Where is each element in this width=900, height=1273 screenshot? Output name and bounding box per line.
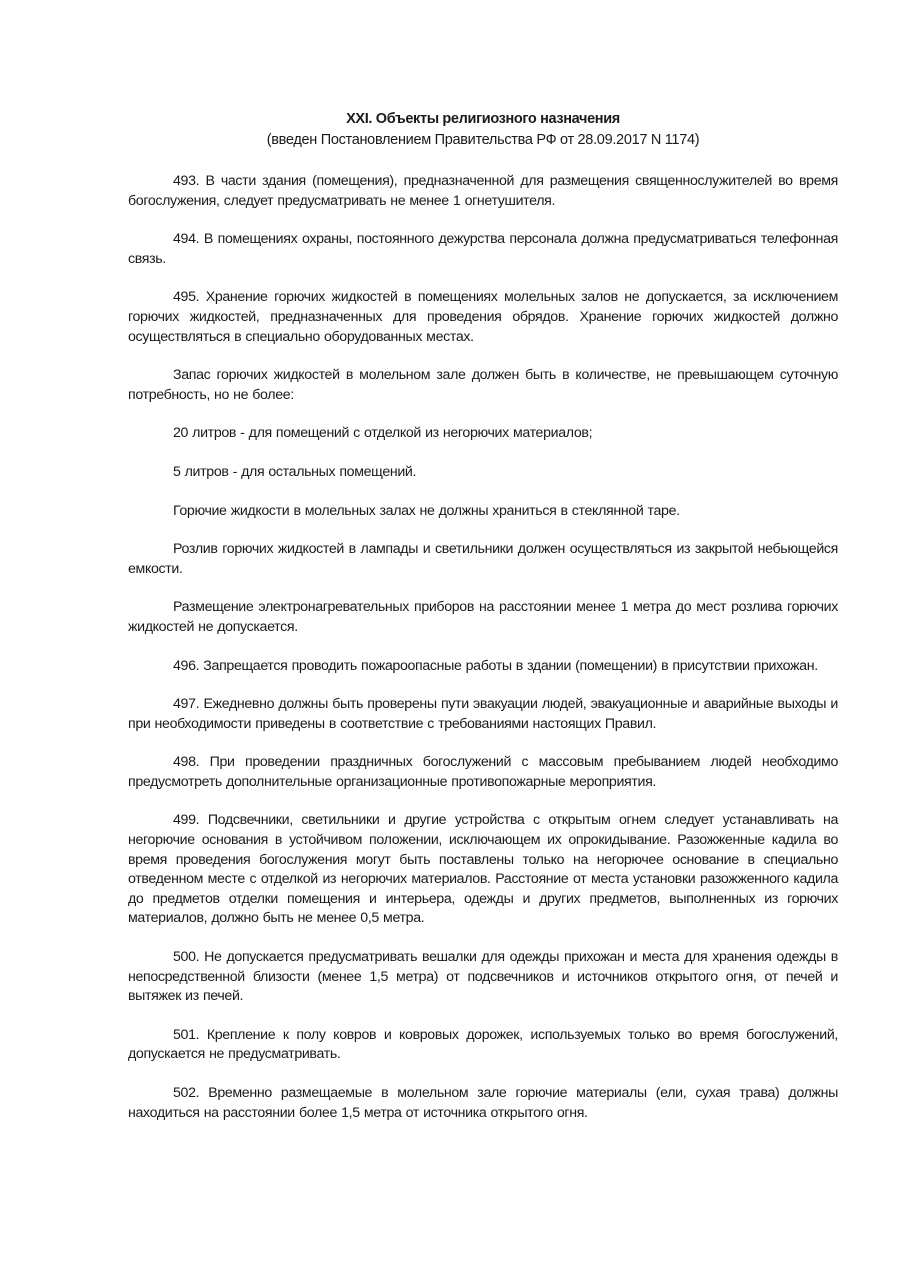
paragraph-496: 496. Запрещается проводить пожароопасные работы в здании (помещении) в присутствии прихожан. xyxy=(173,657,818,674)
paragraph-500: 500. Не допускается предусматривать вешалки для одежды прихожан и места для хранения одежды в непосредственной близости (менее 1,5 метра) от подсвечников и источников открытого огня, от печей и вытяжек из печей. xyxy=(128,949,838,1005)
spacer xyxy=(128,444,838,463)
paragraph-20-liters: 20 литров - для помещений с отделкой из негорючих материалов; xyxy=(173,425,593,442)
paragraph-5-liters: 5 литров - для остальных помещений. xyxy=(173,463,417,480)
paragraph-501: 501. Крепление к полу ковров и ковровых дорожек, используемых только во время богослужений, допускается не предусматривать. xyxy=(128,1026,838,1063)
spacer xyxy=(128,676,838,695)
spacer xyxy=(128,211,838,230)
spacer xyxy=(128,405,838,424)
paragraph-fuel-stock: Запас горючих жидкостей в молельном зале должен быть в количестве, не превышающем суточную потребность, но не более: xyxy=(128,367,838,403)
paragraph-497: 497. Ежедневно должны быть проверены пути эвакуации людей, эвакуационные и аварийные выходы и при необходимости приведены в соответствие с требованиями настоящих Правил. xyxy=(128,696,838,732)
section-subtitle: (введен Постановлением Правительства РФ от 28.09.2017 N 1174) xyxy=(266,132,700,148)
spacer xyxy=(128,150,838,172)
paragraph-pouring: Розлив горючих жидкостей в лампады и светильники должен осуществляться из закрытой небьющейся емкости. xyxy=(128,541,838,577)
spacer xyxy=(128,1007,838,1026)
spacer xyxy=(128,734,838,753)
spacer xyxy=(128,792,838,811)
spacer xyxy=(128,638,838,657)
paragraph-502: 502. Временно размещаемые в молельном зале горючие материалы (ели, сухая трава) должны находиться на расстоянии более 1,5 метра от источника открытого огня. xyxy=(128,1085,838,1121)
spacer xyxy=(128,579,838,598)
paragraph-494: 494. В помещениях охраны, постоянного дежурства персонала должна предусматриваться телефонная связь. xyxy=(128,231,838,267)
paragraph-495: 495. Хранение горючих жидкостей в помещениях молельных залов не допускается, за исключением горючих жидкостей, предназначенных для проведения обрядов. Хранение горючих жидкостей должно осуществляться в специально оборудованных местах. xyxy=(128,289,838,345)
spacer xyxy=(128,929,838,948)
spacer xyxy=(128,483,838,502)
paragraph-glass-containers: Горючие жидкости в молельных залах не должны храниться в стеклянной таре. xyxy=(173,502,680,519)
spacer xyxy=(128,347,838,366)
spacer xyxy=(128,269,838,288)
section-title: XXI. Объекты религиозного назначения xyxy=(346,111,620,127)
document-page xyxy=(128,110,838,1123)
spacer xyxy=(128,1065,838,1084)
paragraph-498: 498. При проведении праздничных богослужений с массовым пребыванием людей необходимо предусмотреть дополнительные организационные противопожарные мероприятия. xyxy=(128,754,838,790)
spacer xyxy=(128,521,838,540)
paragraph-493: 493. В части здания (помещения), предназначенной для размещения священнослужителей во время богослужения, следует предусматривать не менее 1 огнетушителя. xyxy=(128,173,838,209)
paragraph-heaters: Размещение электронагревательных приборов на расстоянии менее 1 метра до мест розлива горючих жидкостей не допускается. xyxy=(128,599,838,635)
paragraph-499: 499. Подсвечники, светильники и другие устройства с открытым огнем следует устанавливать на негорючие основания в устойчивом положении, исключающем их опрокидывание. Разожженные кадила во время проведения богослужения могут быть поставлены только на негорючее основание в специально отведенном месте с отделкой из негорючих материалов. Расстояние от места установки разожженного кадила до предметов отделки помещения и интерьера, одежды и других предметов, выполненных из горючих материалов, должно быть не менее 0,5 метра. xyxy=(128,812,838,927)
